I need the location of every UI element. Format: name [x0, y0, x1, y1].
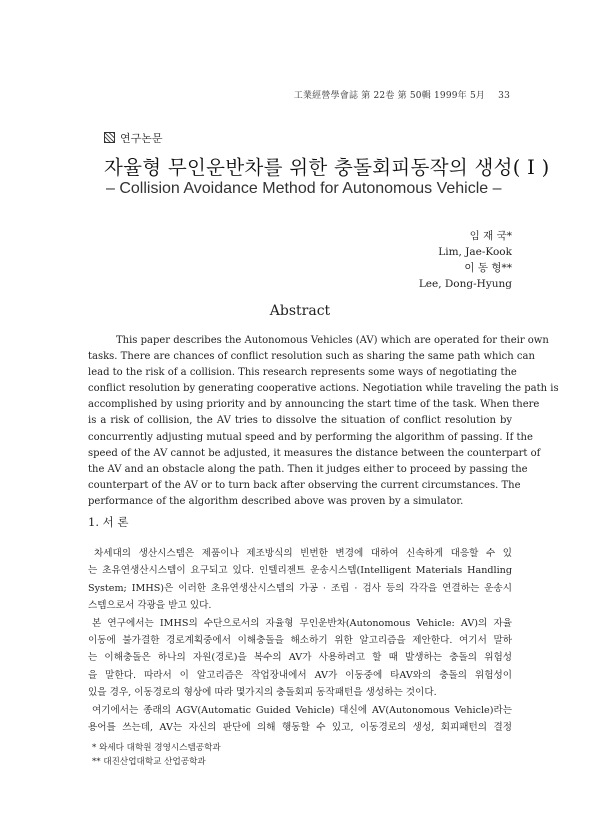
intro-line: 스템으로서 각광을 받고 있다. — [88, 600, 212, 612]
running-head — [294, 88, 510, 101]
footnotes — [92, 741, 221, 769]
abstract-heading: Abstract — [269, 303, 331, 319]
intro-line: 는 초유연생산시스템이 요구되고 있다. 인텔리젠트 운송시스템(Intelligent Materials Handling — [88, 565, 512, 577]
abstract-line: This paper describes the Autonomous Vehicles (AV) which are operated for their own — [116, 335, 549, 346]
abstract-line: counterpart of the AV or to turn back after observing the current circumstances. The — [88, 479, 521, 491]
intro-line: 여기에서는 종래의 AGV(Automatic Guided Vehicle) 대신에 AV(Autonomous Vehicle)라는 — [92, 704, 512, 716]
intro-line: 이동에 불가결한 경로계획중에서 이해충돌을 해소하기 위한 알고리즘을 제안한다. 여기서 말하 — [88, 635, 512, 647]
journal-citation: 工業經營學會誌 第 22卷 第 50輯 1999年 5月 — [293, 91, 486, 101]
intro-line: 용어를 쓰는데, AV는 자신의 판단에 의해 행동할 수 있고, 이동경로의 생성, 회피패턴의 결정 — [88, 722, 512, 734]
intro-line: 차세대의 생산시스템은 제품이나 제조방식의 빈번한 변경에 대하여 신속하게 대응할 수 있 — [94, 548, 512, 559]
footnote-1: * 와세다 대학원 경영시스템공학과 — [92, 743, 221, 753]
abstract-line: performance of the algorithm described above was proven by a simulator. — [88, 495, 464, 507]
author-block — [419, 228, 512, 292]
abstract-line: concurrently adjusting mutual speed and by performing the algorithm of passing. If the — [88, 431, 533, 443]
abstract-line: the AV and an obstacle along the path. Then it judges either to proceed by passing the — [88, 463, 528, 475]
intro-line: 는 이해충돌은 하나의 자원(경로)을 복수의 AV가 사용하려고 할 때 발생하는 충돌의 위험성 — [88, 652, 512, 664]
paper-title-english: – Collision Avoidance Method for Autonomous Vehicle – — [106, 180, 502, 197]
paper-title-korean: 자율형 무인운반차를 위한 충돌회피동작의 생성( I ) — [104, 156, 550, 179]
abstract-line: is a risk of collision, the AV tries to dissolve the situation of conflict resolution by — [88, 415, 512, 427]
section-heading-introduction: 1. 서 론 — [88, 515, 129, 529]
intro-line: System; IMHS)은 이러한 초유연생산시스템의 가공 · 조립 · 검사 등의 각각을 연결하는 운송시 — [88, 582, 512, 594]
intro-line: 있을 경우, 이동경로의 형상에 따라 몇가지의 충돌회피 동작패턴을 생성하는 것이다. — [88, 687, 437, 699]
hatched-box-icon — [104, 132, 115, 143]
author-2-korean: 이 동 형** — [464, 262, 512, 274]
section-tag — [104, 130, 163, 146]
author-1-korean: 임 재 국* — [469, 230, 512, 242]
abstract-line: tasks. There are chances of conflict resolution such as sharing the same path which can — [88, 351, 535, 363]
abstract-body — [88, 333, 559, 510]
footnote-2: ** 대진산업대학교 산업공학과 — [92, 757, 206, 767]
abstract-line: lead to the risk of a collision. This research represents some ways of negotiating the — [88, 367, 517, 379]
intro-line: 본 연구에서는 IMHS의 수단으로서의 자율형 무인운반차(Autonomous Vehicle: AV)의 자율 — [92, 617, 512, 629]
page-number: 33 — [498, 91, 510, 101]
introduction-body — [88, 545, 512, 736]
author-2-english: Lee, Dong-Hyung — [418, 278, 512, 290]
section-tag-label: 연구논문 — [120, 132, 163, 145]
abstract-line: conflict resolution by generating cooperative actions. Negotiation while traveling the path is — [88, 383, 559, 395]
abstract-line: accomplished by using priority and by announcing the start time of the task. When there — [88, 399, 540, 411]
abstract-line: speed of the AV cannot be adjusted, it measures the distance between the counterpart of — [88, 447, 541, 459]
intro-line: 을 말한다. 따라서 이 알고리즘은 작업장내에서 AV가 이동중에 타AV와의 충돌의 위험성이 — [88, 669, 512, 681]
author-1-english: Lim, Jae-Kook — [438, 246, 512, 258]
